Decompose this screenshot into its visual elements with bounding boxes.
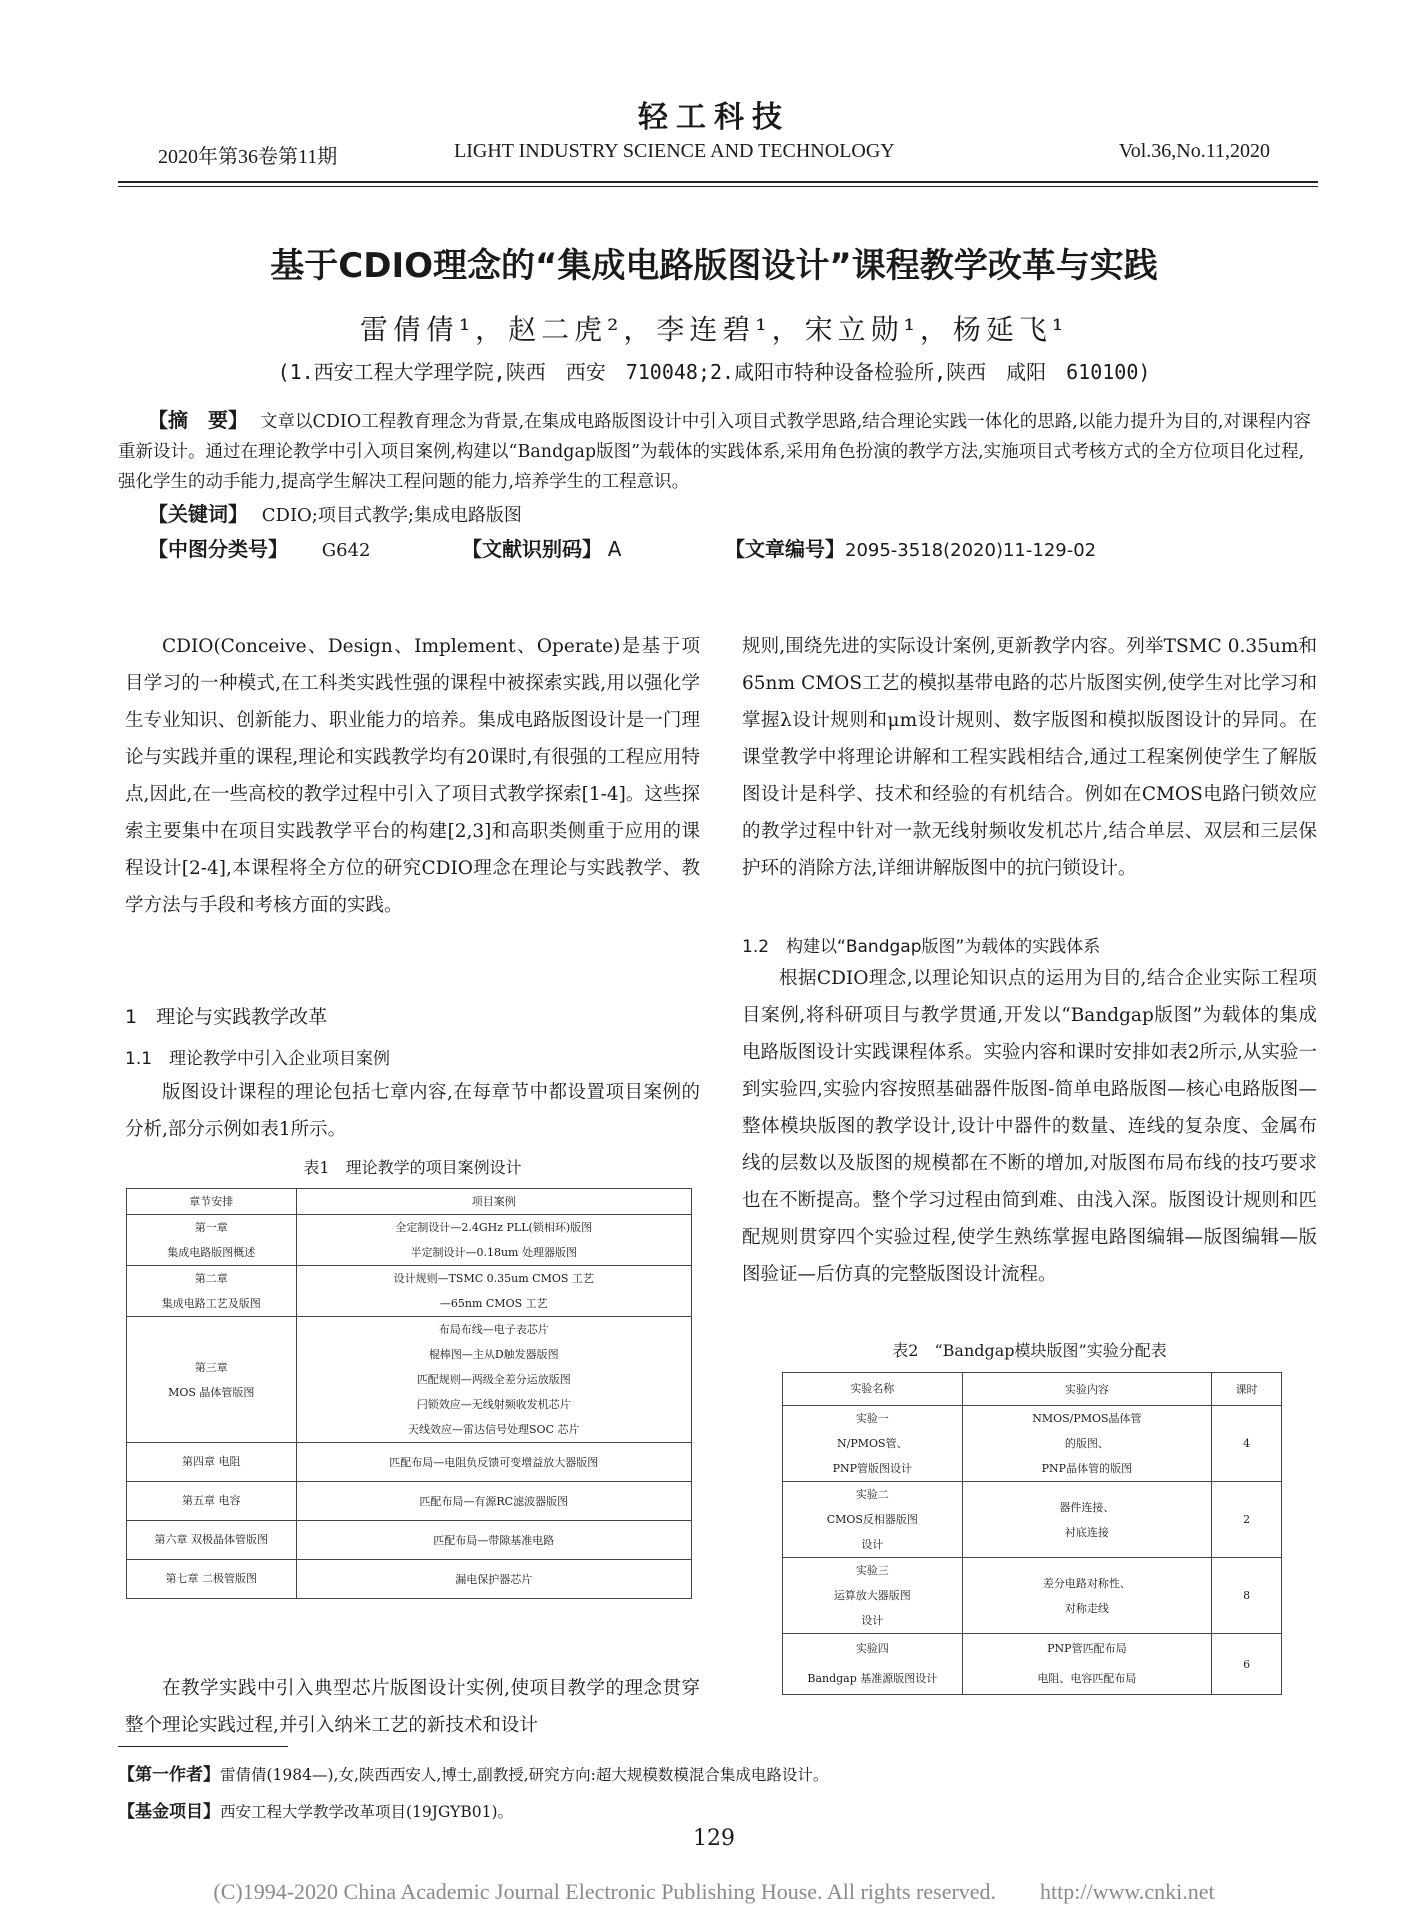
table2-cell-content: 差分电路对称性、 对称走线 <box>962 1558 1212 1634</box>
table1-cell-chapter: 第六章 双极晶体管版图 <box>127 1521 297 1560</box>
paragraph-practice: 在教学实践中引入典型芯片版图设计实例,使项目教学的理念贯穿整个理论实践过程,并引入纳米工艺的新技术和设计 <box>125 1678 700 1736</box>
table1-row <box>127 1317 692 1443</box>
fund-label: 【基金项目】 <box>118 1802 220 1822</box>
table2-cell-hours: 4 <box>1212 1406 1282 1482</box>
table2-cell-content: PNP管匹配布局 电阻、电容匹配布局 <box>962 1634 1212 1695</box>
left-column-p2 <box>125 1074 700 1148</box>
table1-cell-chapter: 第二章 集成电路工艺及版图 <box>127 1266 297 1317</box>
table1-cell-chapter: 第七章 二极管版图 <box>127 1560 297 1599</box>
left-column-intro <box>125 628 700 924</box>
volume-info-en: Vol.36,No.11,2020 <box>1118 140 1270 162</box>
table1-header-chapter: 章节安排 <box>127 1189 297 1215</box>
header-rule-thin <box>118 186 1318 187</box>
table1-cell-cases: 匹配布局—电阻负反馈可变增益放大器版图 <box>296 1443 692 1482</box>
table2-row <box>783 1482 1282 1558</box>
table2 <box>782 1372 1282 1695</box>
table1-header-cases: 项目案例 <box>296 1189 692 1215</box>
first-author-label: 【第一作者】 <box>118 1765 220 1785</box>
table1-row <box>127 1443 692 1482</box>
table1-cell-cases: 布局布线—电子表芯片 棍棒图—主从D触发器版图 匹配规则—两级全差分运放版图 闩锁效应—无线射频收发机芯片 天线效应—雷达信号处理SOC 芯片 <box>296 1317 692 1443</box>
article-affiliation: (1.西安工程大学理学院,陕西 西安 710048;2.咸阳市特种设备检验所,陕西 咸阳 610100) <box>277 360 1151 384</box>
doc-code-line <box>462 533 621 562</box>
table1-cell-cases: 全定制设计—2.4GHz PLL(锁相环)版图 半定制设计—0.18um 处理器版图 <box>296 1215 692 1266</box>
issue-info-cn: 2020年第36卷第11期 <box>158 146 338 168</box>
journal-title-cn: 轻工科技 <box>638 100 790 135</box>
intro-paragraph: CDIO(Conceive、Design、Implement、Operate)是基于项目学习的一种模式,在工科类实践性强的课程中被探索实践,用以强化学生专业知识、创新能力、职业能力的培养。集成电路版图设计是一门理论与实践并重的课程,理论和实践教学均有20课时,有很强的工程应用特点,因此,在一些高校的教学过程中引入了项目式教学探索[1-4]。这些探索主要集中在项目实践教学平台的构建[2,3]和高职类侧重于应用的课程设计[2-4],本课程将全方位的研究CDIO理念在理论与实践教学、教学方法与手段和考核方面的实践。 <box>125 636 700 916</box>
section-1-1-heading: 1.1 理论教学中引入企业项目案例 <box>125 1049 391 1069</box>
table1-cell-cases: 设计规则—TSMC 0.35um CMOS 工艺 —65nm CMOS 工艺 <box>296 1266 692 1317</box>
paragraph-bandgap: 根据CDIO理念,以理论知识点的运用为目的,结合企业实际工程项目案例,将科研项目与教学贯通,开发以“Bandgap版图”为载体的集成电路版图设计实践课程体系。实验内容和课时安排如表2所示,从实验一到实验四,实验内容按照基础器件版图-简单电路版图—核心电路版图—整体模块版图的教学设计,设计中器件的数量、连线的复杂度、金属布线的层数以及版图的规模都在不断的增加,对版图布局布线的技巧要求也在不断提高。整个学习过程由简到难、由浅入深。版图设计规则和匹配规则贯穿四个实验过程,使学生熟练掌握电路图编辑—版图编辑—版图验证—后仿真的完整版图设计流程。 <box>742 968 1317 1285</box>
abstract-text: 文章以CDIO工程教育理念为背景,在集成电路版图设计中引入项目式教学思路,结合理论实践一体化的思路,以能力提升为目的,对课程内容重新设计。通过在理论教学中引入项目案例,构建以“Bandgap版图”为载体的实践体系,采用角色扮演的教学方法,实施项目式考核方式的全方位项目化过程,强化学生的动手能力,提高学生解决工程问题的能力,培养学生的工程意识。 <box>118 412 1311 492</box>
table2-caption: 表2 “Bandgap模块版图”实验分配表 <box>892 1341 1167 1360</box>
table2-cell-content: 器件连接、 衬底连接 <box>962 1482 1212 1558</box>
table2-cell-content: NMOS/PMOS晶体管 的版图、 PNP晶体管的版图 <box>962 1406 1212 1482</box>
table1-cell-chapter: 第三章 MOS 晶体管版图 <box>127 1317 297 1443</box>
abstract-label: 【摘 要】 <box>148 408 248 432</box>
doc-code-value: A <box>607 537 622 561</box>
fund-text: 西安工程大学教学改革项目(19JGYB01)。 <box>220 1803 513 1821</box>
doc-code-label: 【文献识别码】 <box>462 537 602 561</box>
table1-row <box>127 1482 692 1521</box>
table2-row <box>783 1634 1282 1695</box>
footnote-rule <box>118 1746 288 1747</box>
table2-row <box>783 1406 1282 1482</box>
table2-cell-name: 实验二 CMOS反相器版图 设计 <box>783 1482 963 1558</box>
keywords-label: 【关键词】 <box>148 502 248 526</box>
table2-header-hours: 课时 <box>1212 1373 1282 1406</box>
header-rule <box>118 181 1318 183</box>
paragraph-table1-intro: 版图设计课程的理论包括七章内容,在每章节中都设置项目案例的分析,部分示例如表1所示。 <box>125 1082 700 1140</box>
article-no-value: 2095-3518(2020)11-129-02 <box>845 540 1097 561</box>
table1 <box>126 1188 692 1599</box>
clc-line <box>148 533 370 562</box>
table2-cell-name: 实验一 N/PMOS管、 PNP管版图设计 <box>783 1406 963 1482</box>
table1-row <box>127 1215 692 1266</box>
table2-cell-hours: 2 <box>1212 1482 1282 1558</box>
copyright-notice: (C)1994-2020 China Academic Journal Electronic Publishing House. All rights reserved. http://www.cnki.net <box>213 1879 1215 1904</box>
table2-header-name: 实验名称 <box>783 1373 963 1406</box>
footnote-fund <box>118 1797 513 1822</box>
keywords-line <box>148 498 522 527</box>
table2-row <box>783 1558 1282 1634</box>
table2-cell-hours: 6 <box>1212 1634 1282 1695</box>
first-author-text: 雷倩倩(1984—),女,陕西西安人,博士,副教授,研究方向:超大规模数模混合集成电路设计。 <box>220 1766 829 1784</box>
table1-row <box>127 1560 692 1599</box>
table1-cell-chapter: 第一章 集成电路版图概述 <box>127 1215 297 1266</box>
table2-cell-name: 实验四 Bandgap 基准源版图设计 <box>783 1634 963 1695</box>
table1-row <box>127 1521 692 1560</box>
paragraph-continued: 规则,围绕先进的实际设计案例,更新教学内容。列举TSMC 0.35um和65nm CMOS工艺的模拟基带电路的芯片版图实例,使学生对比学习和掌握λ设计规则和μm设计规则、数字版图和模拟版图设计的异同。在课堂教学中将理论讲解和工程实践相结合,通过工程案例使学生了解版图设计是科学、技术和经验的有机结合。例如在CMOS电路闩锁效应的教学过程中针对一款无线射频收发机芯片,结合单层、双层和三层保护环的消除方法,详细讲解版图中的抗闩锁设计。 <box>742 636 1317 879</box>
article-title: 基于CDIO理念的“集成电路版图设计”课程教学改革与实践 <box>270 246 1158 286</box>
table1-cell-cases: 漏电保护器芯片 <box>296 1560 692 1599</box>
page-number: 129 <box>693 1826 735 1851</box>
table1-cell-cases: 匹配布局—有源RC滤波器版图 <box>296 1482 692 1521</box>
article-authors: 雷倩倩¹，赵二虎²，李连碧¹，宋立勋¹，杨延飞¹ <box>359 313 1069 346</box>
table2-cell-name: 实验三 运算放大器版图 设计 <box>783 1558 963 1634</box>
table1-cell-chapter: 第四章 电阻 <box>127 1443 297 1482</box>
table2-header-content: 实验内容 <box>962 1373 1212 1406</box>
section-1-2-heading: 1.2 构建以“Bandgap版图”为载体的实践体系 <box>742 937 1101 957</box>
right-column-p1 <box>742 628 1317 887</box>
table1-cell-cases: 匹配布局—带隙基准电路 <box>296 1521 692 1560</box>
table2-cell-hours: 8 <box>1212 1558 1282 1634</box>
section-1-heading: 1 理论与实践教学改革 <box>125 1006 328 1028</box>
clc-label: 【中图分类号】 <box>148 537 288 561</box>
right-column-p2 <box>742 960 1317 1293</box>
abstract <box>118 405 1318 497</box>
table1-cell-chapter: 第五章 电容 <box>127 1482 297 1521</box>
table1-caption: 表1 理论教学的项目案例设计 <box>303 1158 522 1177</box>
article-no-line <box>725 533 1096 562</box>
clc-value: G642 <box>321 540 371 561</box>
journal-title-en: LIGHT INDUSTRY SCIENCE AND TECHNOLOGY <box>454 140 895 162</box>
footnote-first-author <box>118 1760 828 1785</box>
left-column-p3 <box>125 1670 700 1744</box>
table1-row <box>127 1266 692 1317</box>
keywords-text: CDIO;项目式教学;集成电路版图 <box>261 505 522 526</box>
article-no-label: 【文章编号】 <box>725 537 845 561</box>
